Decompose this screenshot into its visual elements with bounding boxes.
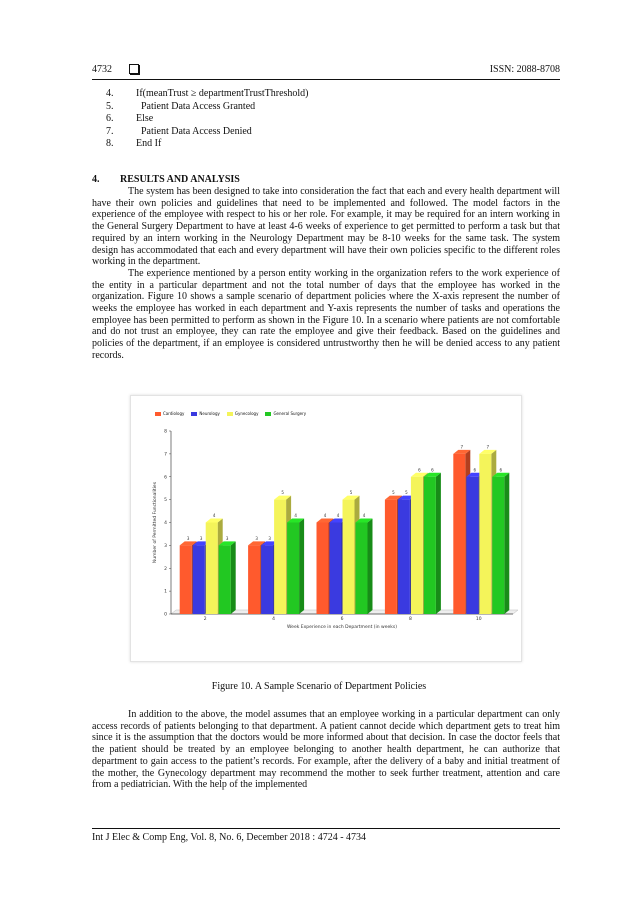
bar (248, 545, 260, 614)
bar (466, 477, 478, 614)
bar-value-label: 3 (199, 535, 203, 541)
bar-side (299, 519, 304, 615)
y-tick-label: 6 (164, 475, 167, 481)
bar (206, 523, 218, 615)
legend-swatch (191, 412, 197, 416)
bar-value-label: 4 (362, 513, 366, 518)
algorithm-step: 5. Patient Data Access Granted (106, 100, 256, 112)
y-tick-label: 0 (164, 612, 167, 618)
checkbox-square-icon (129, 64, 139, 74)
bar-value-label: 6 (431, 467, 434, 473)
bar (274, 500, 286, 614)
legend-swatch (155, 412, 161, 416)
x-tick-label: 6 (340, 617, 344, 622)
bar-chart (131, 396, 521, 661)
paragraph: The system has been designed to take into consideration the fact that each and every health department will have their own policies and guidelines that need to be implemented and followed. The model factors in the experience of the employee with respect to his or her role. For example, it may be required for an intern working in the General Surgery Department to have at least 4-6 weeks of experience to get permitted to perform a task but that required by an intern working in the Neurology Department may be 8-10 weeks for the same task. The system design has accommodated that each and every department will have their own policies specific to the different roles working in the department. (92, 186, 560, 268)
page-number: 4732 (92, 64, 112, 75)
algorithm-step: 8. End If (106, 138, 162, 149)
x-tick-label: 8 (408, 617, 412, 622)
bar-value-label: 4 (212, 513, 216, 518)
bar (317, 523, 329, 615)
bar-value-label: 5 (349, 490, 353, 496)
x-tick-label: 2 (203, 617, 207, 622)
legend-item: General Surgery (265, 411, 306, 416)
bar (261, 545, 273, 614)
bar (330, 523, 342, 615)
bar (398, 500, 410, 614)
x-tick-label: 4 (272, 617, 276, 622)
issn: ISSN: 2088-8708 (489, 64, 560, 75)
chart-legend (155, 411, 313, 416)
bar-side (368, 519, 373, 615)
bar-value-label: 5 (405, 490, 408, 496)
algorithm-steps (106, 88, 309, 151)
bar (479, 454, 491, 614)
bar (411, 477, 423, 614)
bar-value-label: 6 (499, 467, 503, 473)
bar-value-label: 4 (323, 513, 327, 518)
bar-value-label: 3 (255, 535, 258, 541)
bar-side (504, 473, 509, 614)
footer-rule (92, 828, 560, 829)
body-text-results (92, 186, 560, 362)
legend-item: Neurology (191, 411, 219, 416)
bar-value-label: 4 (294, 513, 297, 518)
y-tick-label: 3 (164, 543, 167, 549)
bar-value-label: 4 (336, 513, 340, 518)
figure-10-chart (130, 395, 522, 662)
bar-value-label: 3 (268, 535, 271, 541)
bar-side (436, 473, 441, 614)
y-tick-label: 8 (164, 429, 167, 435)
bar (180, 545, 192, 614)
body-text-continued: In addition to the above, the model assumes that an employee working in a particular department can only access records of patients belonging to that department. A patient cannot decide which department gets to treat him since it is the assumption that the doctors would be more informed about that decision. In case the doctor feels that the patient should be treated by an employee belonging to another health department, he can authorize that department to gain access to the patient’s records. For example, after the delivery of a baby and initial treatment of the mother, the Gynecology department may recommend the mother to seek further treatment, attention and care from a pediatrician. With the help of the implemented (92, 709, 560, 791)
bar (424, 477, 436, 614)
header-rule (92, 79, 560, 80)
paragraph: The experience mentioned by a person entity working in the organization refers to the work experience of the entity in a particular department and not the total number of days that the employee has worked in the organization. Figure 10 shows a sample scenario of department policies where the X-axis represent the number of weeks the employee has worked in each department and Y-axis represents the number of tasks and operations the employee has been permitted to perform as shown in the Figure 10. In a scenario where patients are not comfortable and do not trust an employee, they can rate the employee and give their feedback. Based on the guidelines and policies of the department, if an employee is considered untrustworthy then he will be denied access to any patient records. (92, 267, 560, 361)
bar-value-label: 7 (460, 444, 464, 450)
bar (219, 545, 231, 614)
y-tick-label: 4 (164, 521, 167, 526)
section-heading: 4. RESULTS AND ANALYSIS (92, 174, 240, 185)
y-axis-label: Number of Permitted Functionalities (153, 481, 158, 564)
y-tick-label: 1 (164, 589, 167, 595)
y-tick-label: 2 (164, 566, 167, 572)
algorithm-step: 7. Patient Data Access Denied (106, 125, 252, 137)
page-header (92, 64, 560, 78)
bar-side (231, 541, 236, 614)
bar (343, 500, 355, 614)
x-axis-label: Week Experience in each Department (in weeks) (287, 625, 397, 630)
algorithm-step: 6. Else (106, 113, 154, 124)
legend-item: Gynecology (227, 411, 259, 416)
bar-value-label: 3 (186, 535, 190, 541)
bar-value-label: 6 (473, 467, 477, 473)
bar (453, 454, 465, 614)
page-footer: Int J Elec & Comp Eng, Vol. 8, No. 6, December 2018 : 4724 - 4734 (92, 832, 367, 843)
legend-swatch (265, 412, 271, 416)
bar-value-label: 7 (486, 444, 490, 450)
bar-value-label: 5 (281, 490, 284, 496)
legend-swatch (227, 412, 233, 416)
bar (356, 523, 368, 615)
figure-caption: Figure 10. A Sample Scenario of Department Policies (211, 681, 427, 692)
y-tick-label: 7 (164, 452, 167, 458)
x-tick-label: 10 (475, 617, 482, 622)
bar-value-label: 6 (418, 467, 421, 473)
bar (193, 545, 205, 614)
bar (385, 500, 397, 614)
bar (287, 523, 299, 615)
bar (492, 477, 504, 614)
bar-value-label: 3 (225, 535, 229, 541)
algorithm-step: 4. If(meanTrust ≥ departmentTrustThreshold) (106, 88, 309, 99)
y-tick-label: 5 (164, 498, 167, 504)
legend-item: Cardiology (155, 411, 184, 416)
bar-value-label: 5 (392, 490, 395, 496)
